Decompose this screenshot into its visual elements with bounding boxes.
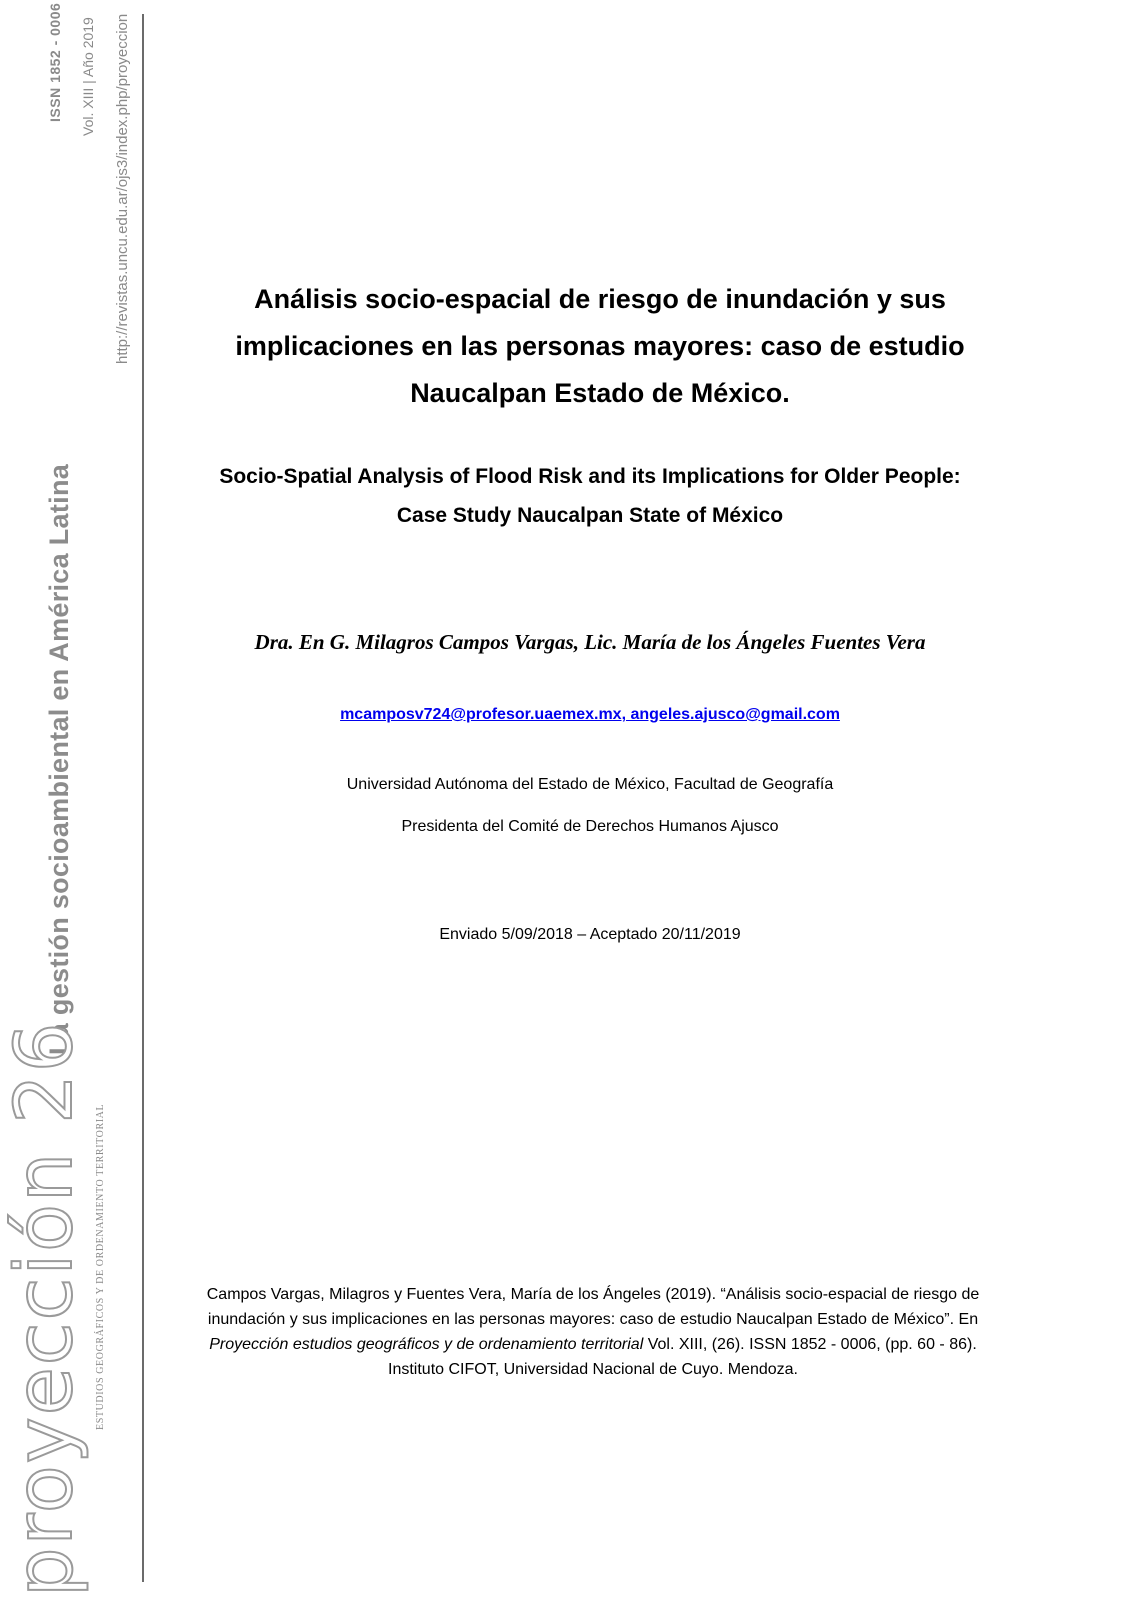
sidebar-issn: ISSN 1852 - 0006 xyxy=(47,2,63,122)
paper-title xyxy=(180,276,1020,417)
journal-logo: proyección 26 xyxy=(0,1020,90,1597)
paper-subtitle-line: Socio-Spatial Analysis of Flood Risk and its Implications for Older People: xyxy=(219,465,961,488)
paper-title-line: Naucalpan Estado de México. xyxy=(410,378,790,408)
paper-title-line: Análisis socio-espacial de riesgo de inundación y sus xyxy=(254,284,946,314)
sidebar-url[interactable]: http://revistas.uncu.edu.ar/ojs3/index.php/proyeccion xyxy=(114,13,131,364)
paper-title-line: implicaciones en las personas mayores: caso de estudio xyxy=(235,331,965,361)
affiliation-committee: Presidenta del Comité de Derechos Humanos Ajusco xyxy=(401,818,779,835)
paper-authors: Dra. En G. Milagros Campos Vargas, Lic. María de los Ángeles Fuentes Vera xyxy=(254,630,926,654)
affiliation-university: Universidad Autónoma del Estado de México, Facultad de Geografía xyxy=(346,776,834,793)
citation-text-end: Vol. XIII, (26). ISSN 1852 - 0006, (pp. 60 - 86). Instituto CIFOT, Universidad Nacional de Cuyo. Mendoza. xyxy=(388,1336,977,1378)
paper-subtitle xyxy=(150,457,1030,535)
sidebar-volume: Vol. XIII | Año 2019 xyxy=(80,17,96,136)
paper-subtitle-line: Case Study Naucalpan State of México xyxy=(396,504,784,527)
submission-dates: Enviado 5/09/2018 – Aceptado 20/11/2019 xyxy=(439,926,741,943)
author-emails xyxy=(150,706,1030,724)
sidebar-divider xyxy=(142,14,144,1582)
sidebar-tagline: La gestión socioambiental en América Latina xyxy=(44,463,74,1055)
citation-journal: Proyección estudios geográficos y de ordenamiento territorial xyxy=(209,1336,644,1353)
citation-text: Campos Vargas, Milagros y Fuentes Vera, María de los Ángeles (2019). “Análisis socio-espacial de riesgo de inundación y sus implicaciones en las personas mayores: caso de estudio Naucalpan Estado de México”. En xyxy=(206,1286,980,1328)
author-emails-link[interactable]: mcamposv724@profesor.uaemex.mx, angeles.ajusco@gmail.com xyxy=(340,706,840,723)
citation-block xyxy=(188,1282,998,1382)
journal-logo-subtitle: ESTUDIOS GEOGRÁFICOS Y DE ORDENAMIENTO TERRITORIAL xyxy=(95,1103,106,1430)
